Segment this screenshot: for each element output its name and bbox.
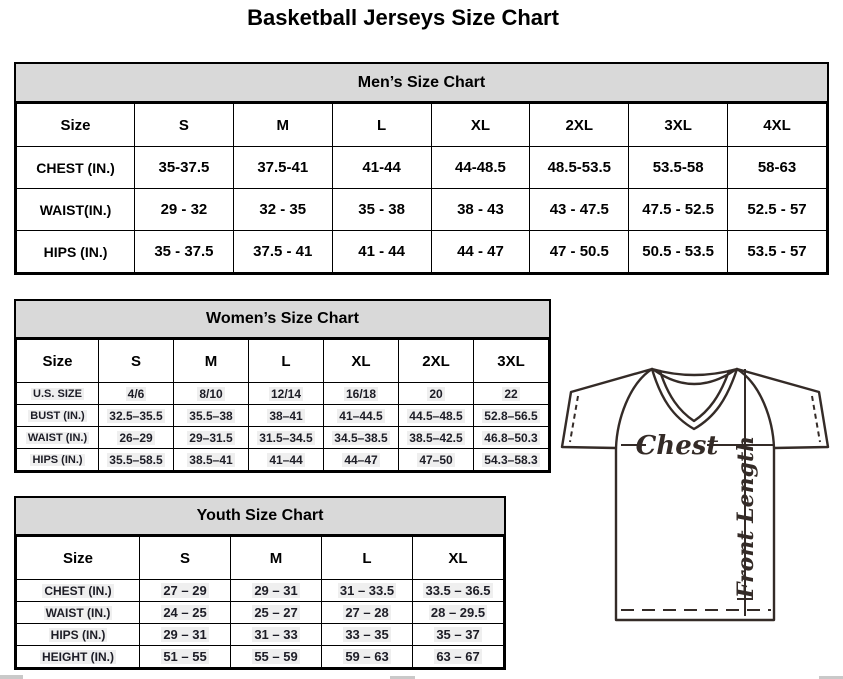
column-header-text: L (377, 116, 387, 134)
size-cell-text: 29 – 31 (163, 627, 207, 642)
size-cell (249, 427, 324, 449)
size-cell-text: 38.5–42.5 (409, 430, 463, 445)
size-cell-text: 58-63 (757, 159, 797, 176)
mens-size-chart-table (14, 62, 829, 275)
column-header-row (17, 340, 549, 383)
size-cell-text: 35.5–58.5 (109, 452, 163, 467)
row-label (17, 602, 140, 624)
size-cell (332, 189, 431, 231)
size-cell (431, 231, 530, 273)
size-cell-text: 41-44 (362, 159, 401, 176)
page-title: Basketball Jerseys Size Chart (247, 5, 559, 30)
size-cell-text: 41–44.5 (339, 408, 383, 423)
column-header-text: M (204, 352, 218, 370)
size-cell (324, 427, 399, 449)
column-header (231, 537, 322, 580)
column-header (322, 537, 413, 580)
womens-table-title: Women’s Size Chart (16, 301, 549, 339)
size-cell (324, 449, 399, 471)
jersey-measurement-diagram (556, 356, 840, 628)
size-cell (629, 231, 728, 273)
size-cell (135, 147, 234, 189)
row-label (17, 383, 99, 405)
size-cell (231, 602, 322, 624)
size-cell-text: 32 - 35 (259, 201, 307, 218)
womens-table-body (17, 383, 549, 471)
size-cell-text: 59 – 63 (345, 649, 389, 664)
column-header-text: XL (470, 116, 491, 134)
size-cell-text: 47 - 50.5 (549, 243, 609, 260)
size-cell (231, 624, 322, 646)
size-cell (324, 405, 399, 427)
column-header-text: L (362, 549, 372, 567)
size-cell-text: 22 (504, 386, 518, 401)
size-cell-text: 25 – 27 (254, 605, 298, 620)
size-cell (530, 189, 629, 231)
table-row (17, 427, 549, 449)
column-header-text: 3XL (664, 116, 692, 134)
column-header (174, 340, 249, 383)
size-cell-text: 16/18 (345, 386, 377, 401)
size-cell-text: 24 – 25 (163, 605, 207, 620)
youth-table-title: Youth Size Chart (16, 498, 504, 536)
row-label-text: WAIST(IN.) (39, 201, 112, 218)
size-cell (474, 405, 549, 427)
size-cell-text: 20 (429, 386, 443, 401)
size-cell-text: 52.8–56.5 (484, 408, 538, 423)
row-label-text: HIPS (IN.) (43, 243, 108, 260)
table-row (17, 383, 549, 405)
youth-table-head (17, 537, 504, 580)
column-header (249, 340, 324, 383)
size-cell (322, 646, 413, 668)
size-cell-text: 38–41 (269, 408, 303, 423)
size-cell-text: 31 – 33.5 (339, 583, 395, 598)
size-cell (174, 405, 249, 427)
mens-table-body (17, 147, 827, 273)
column-header (431, 104, 530, 147)
size-cell-text: 31.5–34.5 (259, 430, 313, 445)
table-row (17, 602, 504, 624)
row-label-text: HIPS (IN.) (50, 627, 106, 642)
column-header-text: XL (351, 352, 371, 370)
size-cell (728, 147, 827, 189)
front-length-label: Front Length (733, 435, 759, 599)
right-cuff-stitch-line (812, 396, 820, 442)
size-cell (474, 383, 549, 405)
column-header (233, 104, 332, 147)
size-cell-text: 35 – 37 (436, 627, 480, 642)
column-header-text: Size (62, 549, 93, 567)
size-cell-text: 63 – 67 (436, 649, 480, 664)
size-cell-text: 48.5-53.5 (547, 159, 611, 176)
size-cell (135, 189, 234, 231)
size-cell-text: 32.5–35.5 (109, 408, 163, 423)
size-cell-text: 35 - 37.5 (154, 243, 214, 260)
size-cell (140, 624, 231, 646)
size-cell-text: 8/10 (199, 386, 223, 401)
table-row (17, 646, 504, 668)
womens-table-grid (16, 339, 549, 471)
size-cell-text: 41 - 44 (358, 243, 405, 260)
size-cell (233, 189, 332, 231)
mens-table-head (17, 104, 827, 147)
size-cell-text: 33.5 – 36.5 (425, 583, 491, 598)
size-cell-text: 35-37.5 (158, 159, 210, 176)
column-header (99, 340, 174, 383)
size-cell (233, 147, 332, 189)
womens-table-head (17, 340, 549, 383)
size-cell-text: 47–50 (419, 452, 453, 467)
size-cell (474, 427, 549, 449)
column-header (332, 104, 431, 147)
row-label-text: HEIGHT (IN.) (42, 649, 114, 664)
size-cell-text: 50.5 - 53.5 (642, 243, 714, 260)
size-cell-text: 29–31.5 (189, 430, 233, 445)
column-header-text: XL (448, 549, 468, 567)
size-cell (233, 231, 332, 273)
size-cell-text: 29 - 32 (160, 201, 208, 218)
size-cell-text: 38.5–41 (189, 452, 233, 467)
size-cell (530, 147, 629, 189)
size-cell (249, 383, 324, 405)
size-cell (399, 449, 474, 471)
size-cell-text: 55 – 59 (254, 649, 298, 664)
row-label-text: CHEST (IN.) (36, 159, 115, 176)
size-cell (140, 646, 231, 668)
size-cell (399, 405, 474, 427)
size-cell (332, 147, 431, 189)
column-header-text: M (269, 549, 283, 567)
size-cell-text: 27 – 28 (345, 605, 389, 620)
column-header (17, 340, 99, 383)
left-cuff-stitch-line (570, 396, 578, 442)
size-cell-text: 38 - 43 (457, 201, 504, 218)
table-row (17, 405, 549, 427)
column-header-text: 4XL (763, 116, 791, 134)
row-label-text: CHEST (IN.) (44, 583, 112, 598)
size-cell (728, 189, 827, 231)
size-cell-text: 54.3–58.3 (484, 452, 538, 467)
mens-table-grid (16, 103, 827, 273)
table-row (17, 449, 549, 471)
row-label (17, 646, 140, 668)
column-header (324, 340, 399, 383)
column-header-text: M (276, 116, 290, 134)
size-cell (431, 189, 530, 231)
size-cell (629, 189, 728, 231)
row-label (17, 624, 140, 646)
table-row (17, 147, 827, 189)
size-cell (174, 427, 249, 449)
size-cell-text: 53.5 - 57 (747, 243, 807, 260)
size-cell-text: 4/6 (127, 386, 145, 401)
column-header (728, 104, 827, 147)
size-cell (99, 427, 174, 449)
size-cell-text: 33 – 35 (345, 627, 389, 642)
size-cell-text: 44–47 (344, 452, 378, 467)
size-cell (231, 580, 322, 602)
row-label (17, 580, 140, 602)
table-row (17, 580, 504, 602)
column-header (399, 340, 474, 383)
size-cell (140, 580, 231, 602)
size-cell (140, 602, 231, 624)
column-header-text: L (281, 352, 291, 370)
column-header (413, 537, 504, 580)
table-row (17, 231, 827, 273)
row-label-text: U.S. SIZE (33, 387, 82, 400)
size-cell-text: 44 - 47 (457, 243, 504, 260)
row-label (17, 189, 135, 231)
size-cell (413, 580, 504, 602)
table-row (17, 624, 504, 646)
chest-label: Chest (635, 431, 719, 461)
row-label (17, 147, 135, 189)
size-cell-text: 37.5 - 41 (253, 243, 313, 260)
size-cell-text: 43 - 47.5 (549, 201, 609, 218)
size-cell (322, 602, 413, 624)
column-header-text: 3XL (497, 352, 525, 370)
column-header-text: 2XL (422, 352, 450, 370)
size-cell (249, 405, 324, 427)
column-header (17, 537, 140, 580)
column-header-text: S (130, 352, 141, 370)
size-cell (431, 147, 530, 189)
column-header-row (17, 537, 504, 580)
column-header (17, 104, 135, 147)
size-cell (99, 449, 174, 471)
size-cell (413, 624, 504, 646)
size-cell (322, 624, 413, 646)
size-cell (728, 231, 827, 273)
size-cell-text: 47.5 - 52.5 (642, 201, 714, 218)
row-label-text: HIPS (IN.) (32, 453, 83, 466)
row-label (17, 405, 99, 427)
size-cell (322, 580, 413, 602)
size-cell (249, 449, 324, 471)
youth-table-grid (16, 536, 504, 668)
youth-table-body (17, 580, 504, 668)
size-cell (399, 383, 474, 405)
size-cell (231, 646, 322, 668)
column-header (530, 104, 629, 147)
size-cell (530, 231, 629, 273)
size-cell-text: 44.5–48.5 (409, 408, 463, 423)
size-cell (174, 383, 249, 405)
size-cell-text: 34.5–38.5 (334, 430, 388, 445)
row-label-text: WAIST (IN.) (27, 431, 88, 444)
column-header (140, 537, 231, 580)
table-row (17, 189, 827, 231)
size-cell-text: 37.5-41 (257, 159, 309, 176)
column-header-text: Size (42, 352, 73, 370)
column-header-text: Size (60, 116, 91, 134)
size-cell (99, 383, 174, 405)
row-label (17, 449, 99, 471)
size-cell (99, 405, 174, 427)
size-cell-text: 31 – 33 (254, 627, 298, 642)
size-cell-text: 12/14 (270, 386, 302, 401)
size-cell-text: 44-48.5 (455, 159, 506, 176)
size-cell-text: 35 - 38 (358, 201, 405, 218)
size-cell (135, 231, 234, 273)
size-cell-text: 52.5 - 57 (747, 201, 807, 218)
size-cell-text: 41–44 (269, 452, 303, 467)
column-header-text: S (179, 549, 190, 567)
row-label-text: BUST (IN.) (30, 409, 85, 422)
bottom-edge-fragment (0, 675, 23, 679)
size-cell (332, 231, 431, 273)
size-cell-text: 28 – 29.5 (430, 605, 486, 620)
size-cell-text: 46.8–50.3 (484, 430, 538, 445)
size-cell-text: 35.5–38 (189, 408, 233, 423)
column-header-text: 2XL (565, 116, 594, 134)
size-cell (399, 427, 474, 449)
column-header (135, 104, 234, 147)
size-cell-text: 27 – 29 (163, 583, 207, 598)
column-header (474, 340, 549, 383)
row-label-text: WAIST (IN.) (45, 605, 111, 620)
jersey-collar-top (652, 369, 737, 375)
mens-table-title: Men’s Size Chart (16, 64, 827, 103)
size-cell (413, 646, 504, 668)
youth-size-chart-table (14, 496, 506, 670)
size-cell-text: 29 – 31 (254, 583, 298, 598)
size-cell-text: 53.5-58 (652, 159, 704, 176)
size-cell (413, 602, 504, 624)
row-label (17, 427, 99, 449)
size-cell (629, 147, 728, 189)
womens-size-chart-table (14, 299, 551, 473)
size-cell (324, 383, 399, 405)
column-header (629, 104, 728, 147)
size-cell-text: 51 – 55 (163, 649, 207, 664)
column-header-text: S (178, 116, 189, 134)
size-cell (474, 449, 549, 471)
size-cell-text: 26–29 (119, 430, 153, 445)
column-header-row (17, 104, 827, 147)
size-cell (174, 449, 249, 471)
row-label (17, 231, 135, 273)
